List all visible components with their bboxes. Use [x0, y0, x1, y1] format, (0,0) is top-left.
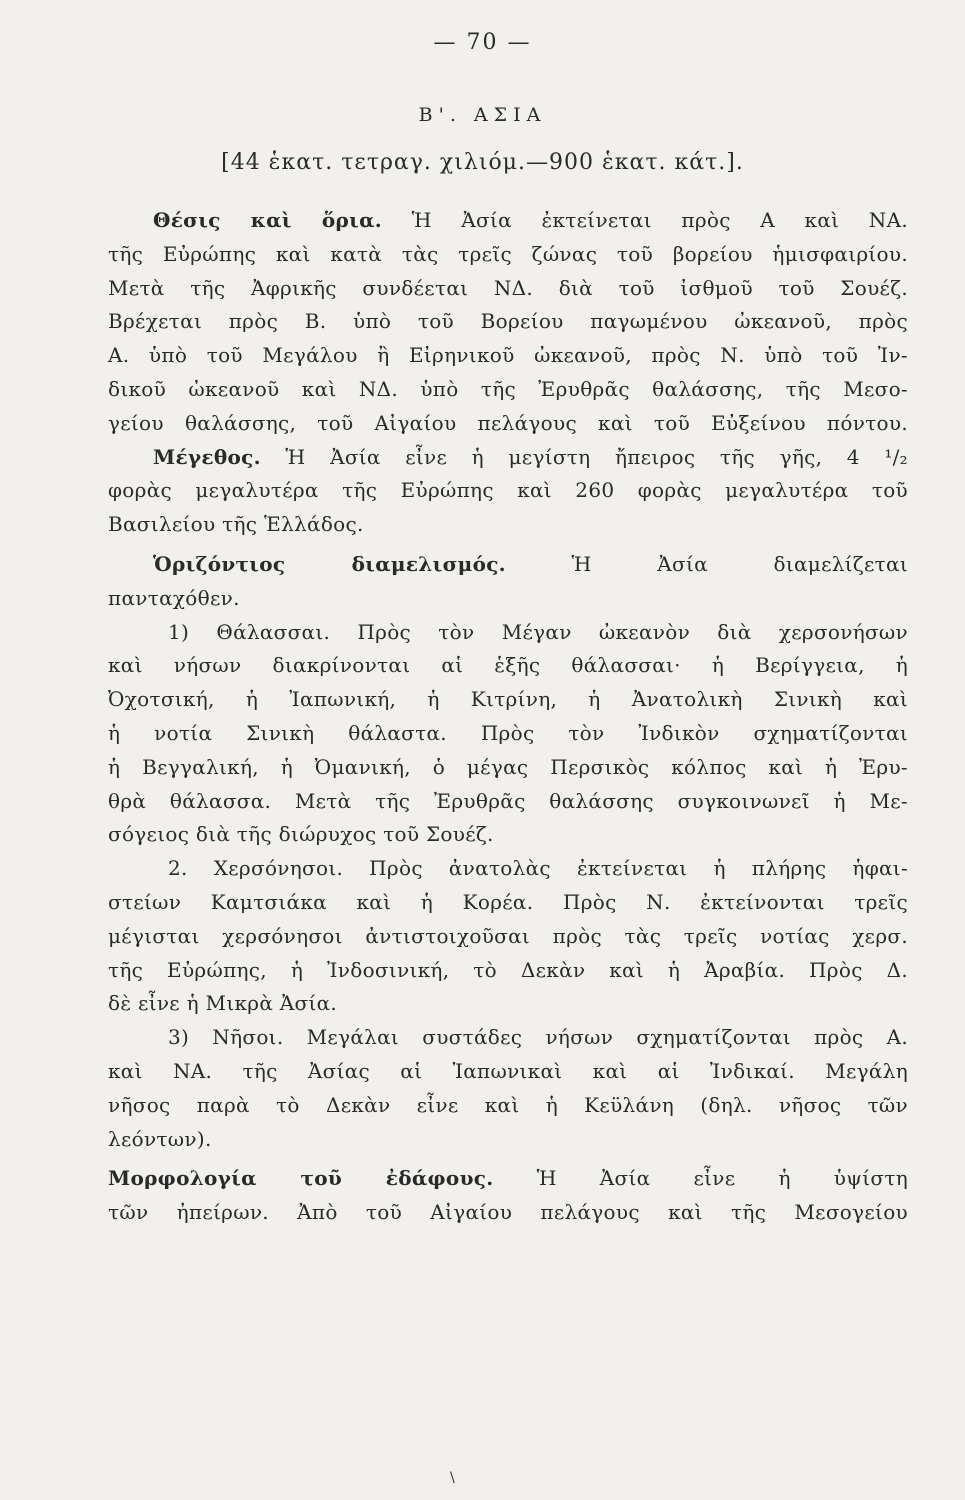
text-line — [108, 548, 908, 582]
page-number: — 70 — — [433, 30, 532, 55]
text-body — [108, 204, 908, 1230]
text-line: 1) Θάλασσαι. Πρὸς τὸν Μέγαν ὠκεανὸν διὰ χερσονήσων — [168, 619, 908, 644]
text-line: μέγισται χερσόνησοι ἀντιστοιχοῦσαι πρὸς τὰς τρεῖς νοτίας χερσ. — [108, 923, 908, 948]
line-text: Ἡ Ἀσία ἐκτείνεται πρὸς Α καὶ ΝΑ. — [411, 208, 908, 232]
text-line: 2. Χερσόνησοι. Πρὸς ἀνατολὰς ἐκτείνεται ἡ πλήρης ἡφαι- — [168, 856, 908, 881]
text-line: 3) Νῆσοι. Μεγάλαι συστάδες νήσων σχηματίζονται πρὸς Α. — [168, 1025, 908, 1050]
line-text: Ἡ Ἀσία εἶνε ἡ μεγίστη ἤπειρος τῆς γῆς, 4 ¹/₂ — [285, 444, 908, 469]
text-line — [108, 441, 908, 475]
text-line: δὲ εἶνε ἡ Μικρὰ Ἀσία. — [108, 991, 338, 1016]
text-line: Α. ὑπὸ τοῦ Μεγάλου ἢ Εἰρηνικοῦ ὠκεανοῦ, πρὸς Ν. ὑπὸ τοῦ Ἰν- — [108, 343, 908, 368]
text-line: τῶν ἠπείρων. Ἀπὸ τοῦ Αἰγαίου πελάγους καὶ τῆς Μεσογείου — [108, 1200, 908, 1225]
text-line: στείων Καμτσιάκα καὶ ἡ Κορέα. Πρὸς Ν. ἐκτείνονται τρεῖς — [108, 889, 908, 914]
text-line: Βασιλείου τῆς Ἑλλάδος. — [108, 512, 364, 537]
text-line — [108, 204, 908, 238]
area-population-stats: [44 ἑκατ. τετραγ. χιλιόμ.—900 ἑκατ. κάτ.]. — [221, 150, 744, 175]
line-text: Ἡ Ἀσία διαμελίζεται — [571, 551, 908, 576]
chapter-title: Β'. ΑΣΙΑ — [418, 104, 547, 126]
footer-mark: \ — [450, 1470, 455, 1486]
text-line: καὶ ΝΑ. τῆς Ἀσίας αἱ Ἰαπωνικαὶ καὶ αἱ Ἰνδικαί. Μεγάλη — [108, 1058, 908, 1083]
text-line: πανταχόθεν. — [108, 585, 240, 610]
text-line: σόγειος διὰ τῆς διώρυχος τοῦ Σουέζ. — [108, 822, 494, 847]
text-line: θρὰ θάλασσα. Μετὰ τῆς Ἐρυθρᾶς θαλάσσης συγκοινωνεῖ ἡ Με- — [108, 788, 908, 813]
text-line: Μετὰ τῆς Ἀφρικῆς συνδέεται ΝΔ. διὰ τοῦ ἰσθμοῦ τοῦ Σουέζ. — [108, 275, 908, 300]
text-line: δικοῦ ὠκεανοῦ καὶ ΝΔ. ὑπὸ τῆς Ἐρυθρᾶς θαλάσσης, τῆς Μεσο- — [108, 376, 908, 401]
text-line: τῆς Εὐρώπης καὶ κατὰ τὰς τρεῖς ζώνας τοῦ βορείου ἡμισφαιρίου. — [108, 241, 908, 266]
text-line: φορὰς μεγαλυτέρα τῆς Εὐρώπης καὶ 260 φορὰς μεγαλυτέρα τοῦ — [108, 478, 908, 503]
section-heading-morphology: Μορφολογία τοῦ ἐδάφους. — [108, 1166, 494, 1191]
line-text: Ἡ Ἀσία εἶνε ἡ ὑψίστη — [536, 1166, 908, 1191]
text-line: Βρέχεται πρὸς Β. ὑπὸ τοῦ Βορείου παγωμένου ὠκεανοῦ, πρὸς — [108, 309, 908, 334]
text-line: γείου θαλάσσης, τοῦ Αἰγαίου πελάγους καὶ τοῦ Εὐξείνου πόντου. — [108, 410, 908, 435]
text-line: λεόντων). — [108, 1126, 212, 1151]
text-line: ἡ νοτία Σινικὴ θάλαστα. Πρὸς τὸν Ἰνδικὸν σχηματίζονται — [108, 720, 908, 745]
section-heading-position: Θέσις καὶ ὅρια. — [153, 208, 383, 232]
text-line: ἡ Βεγγαλική, ἡ Ὀμανική, ὁ μέγας Περσικὸς κόλπος καὶ ἡ Ἐρυ- — [108, 754, 908, 779]
section-heading-horizontal-division: Ὁριζόντιος διαμελισμός. — [153, 551, 506, 576]
text-line — [108, 1162, 908, 1196]
section-heading-size: Μέγεθος. — [153, 444, 261, 469]
text-line: καὶ νήσων διακρίνονται αἱ ἑξῆς θάλασσαι· ἡ Βερίγγεια, ἡ — [108, 653, 908, 678]
text-line: Ὀχοτσική, ἡ Ἰαπωνική, ἡ Κιτρίνη, ἡ Ἀνατολικὴ Σινικὴ καὶ — [108, 687, 908, 712]
text-line: νῆσος παρὰ τὸ Δεκὰν εἶνε καὶ ἡ Κεϋλάνη (δηλ. νῆσος τῶν — [108, 1092, 908, 1117]
text-line: τῆς Εὐρώπης, ἡ Ἰνδοσινική, τὸ Δεκὰν καὶ ἡ Ἀραβία. Πρὸς Δ. — [108, 957, 908, 982]
